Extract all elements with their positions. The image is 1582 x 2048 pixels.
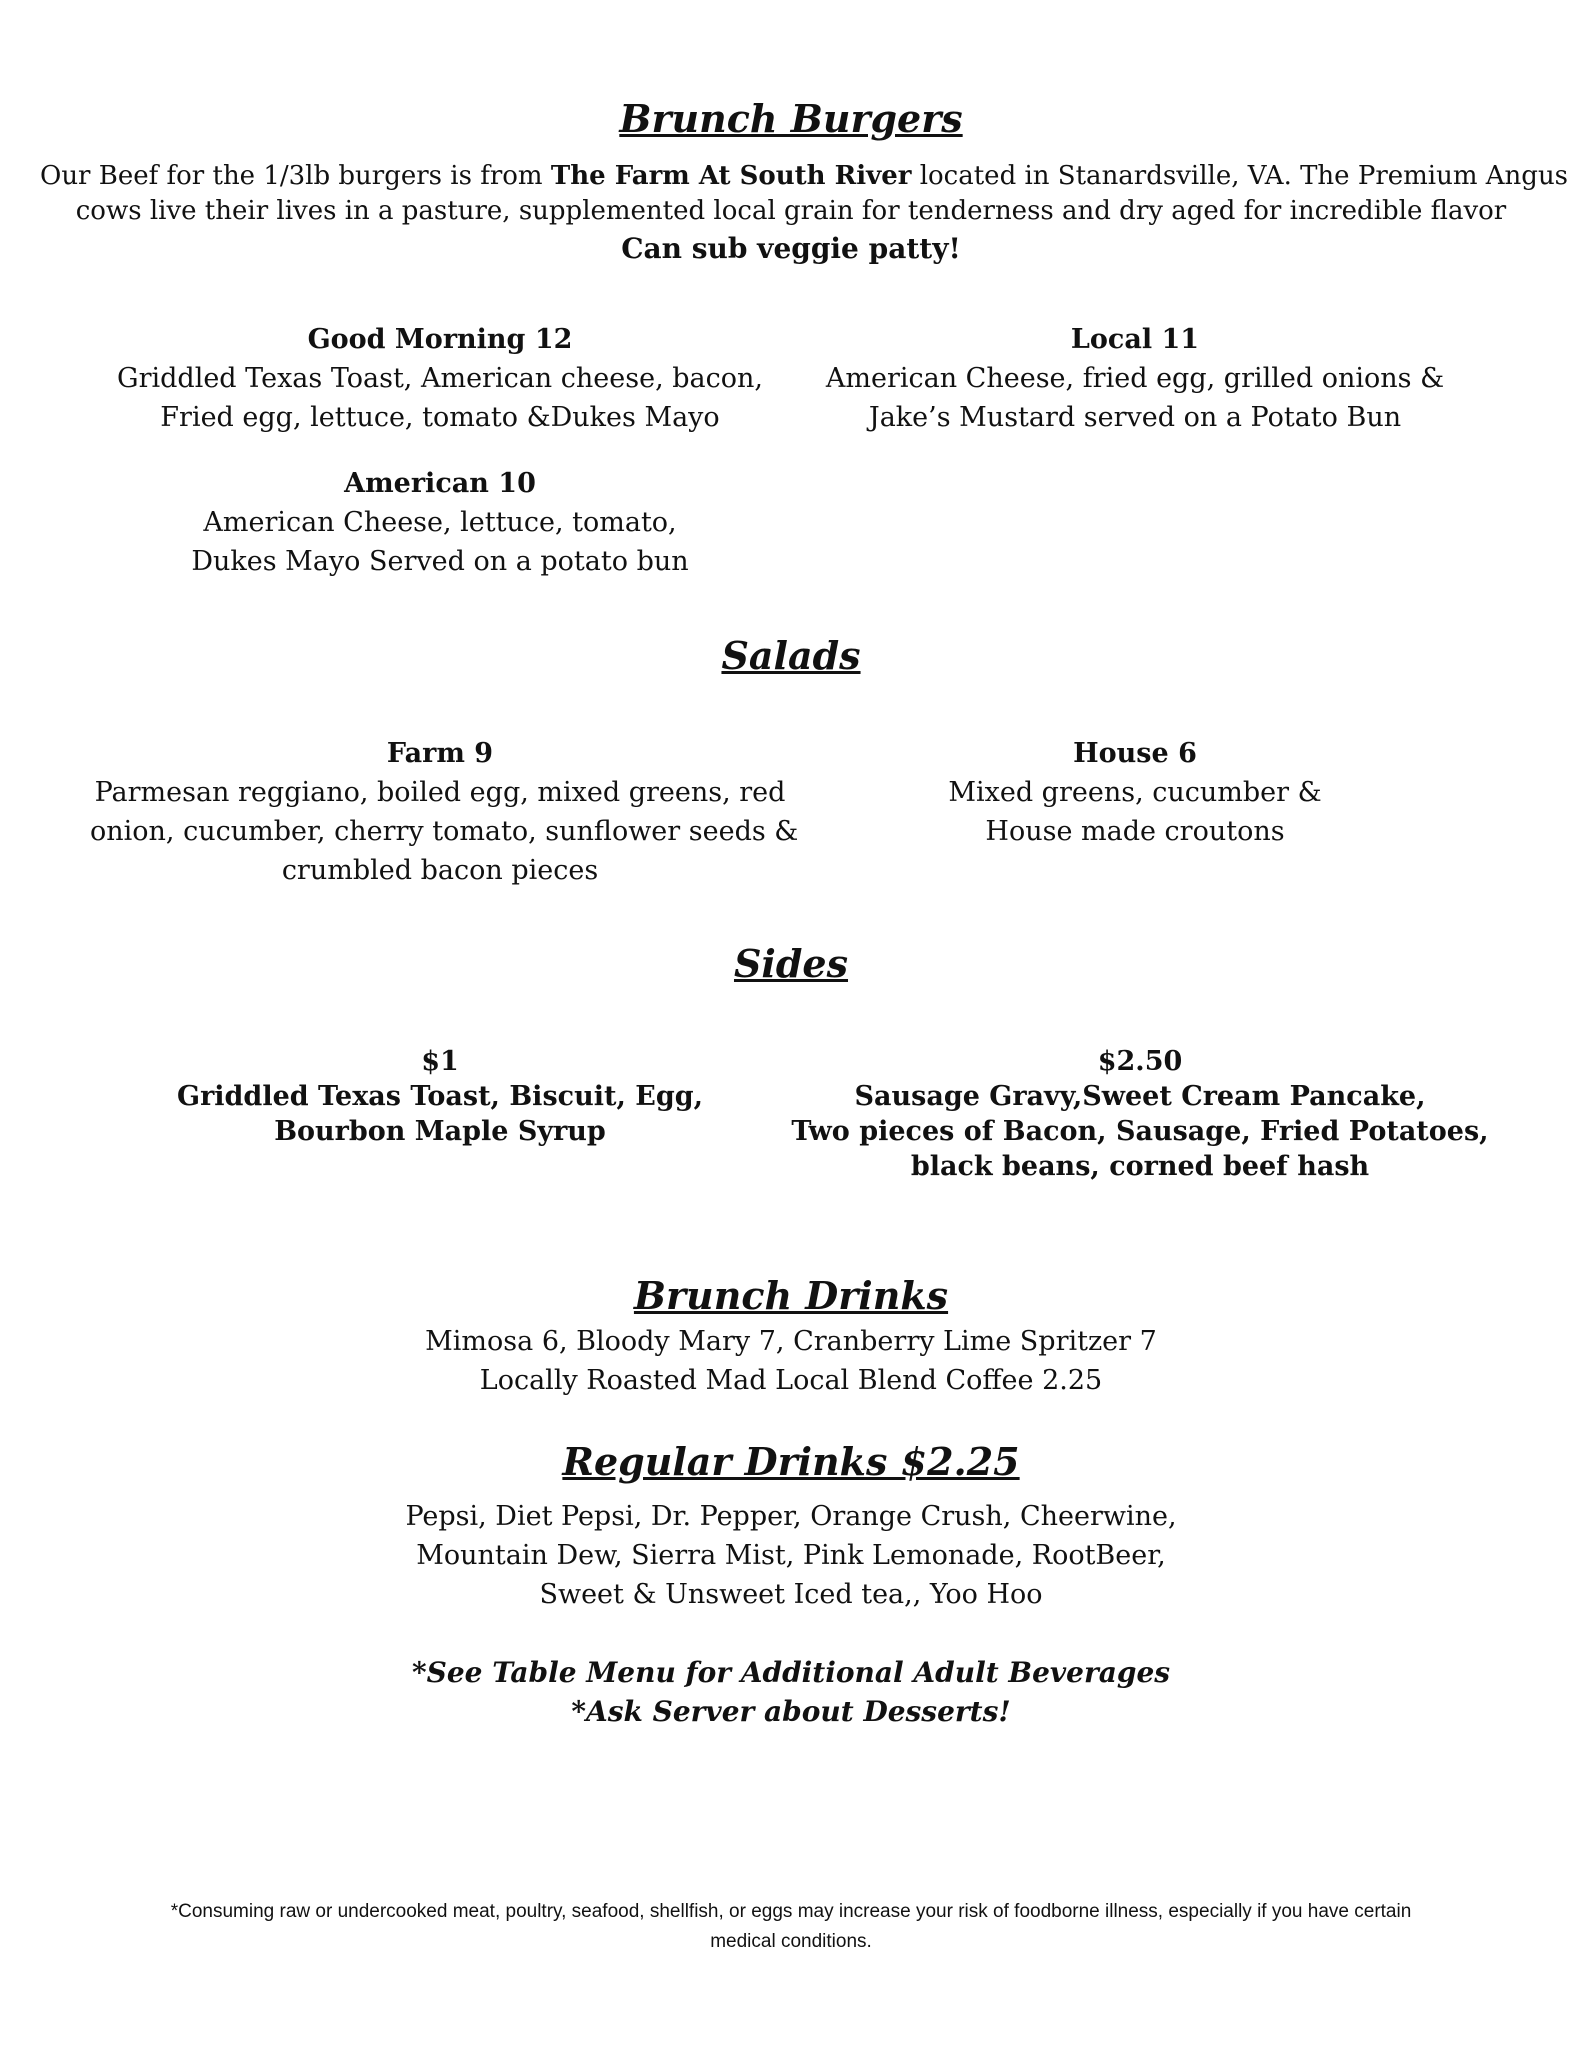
disclaimer-line: *Consuming raw or undercooked meat, poultry, seafood, shellfish, or eggs may increase your risk of foodborne illness, especially if you have certain (170, 1901, 1412, 1922)
burger-good-morning (100, 320, 780, 437)
item-desc-line: House made croutons (985, 816, 1285, 847)
notes (40, 1653, 1542, 1731)
brunch-drinks-heading: Brunch Drinks (633, 1273, 949, 1318)
intro-text-pre: Our Beef for the 1/3lb burgers is from (40, 161, 551, 191)
sides-price: $1 (421, 1046, 459, 1077)
note-line: *See Table Menu for Additional Adult Beverages (411, 1656, 1171, 1689)
item-desc-line: Mixed greens, cucumber & (948, 777, 1322, 808)
sides-250 (780, 1044, 1500, 1184)
burger-local (790, 320, 1480, 437)
item-name: Good Morning 12 (307, 324, 573, 355)
sides-heading: Sides (733, 941, 849, 986)
burger-american (100, 464, 780, 581)
sides-item-line: black beans, corned beef hash (910, 1151, 1370, 1182)
drinks-line: Mountain Dew, Sierra Mist, Pink Lemonade, RootBeer, (416, 1540, 1166, 1571)
salad-house (800, 734, 1470, 851)
drinks-line: Mimosa 6, Bloody Mary 7, Cranberry Lime Spritzer 7 (425, 1326, 1157, 1357)
item-desc-line: American Cheese, lettuce, tomato, (203, 507, 677, 538)
burgers-intro-line-1 (40, 159, 1569, 194)
salads-heading: Salads (721, 633, 861, 678)
regular-drinks-heading: Regular Drinks $2.25 (562, 1439, 1020, 1484)
item-desc-line: Parmesan reggiano, boiled egg, mixed greens, red (94, 777, 786, 808)
sides-item-line: Griddled Texas Toast, Biscuit, Egg, (177, 1081, 703, 1112)
burgers-intro (40, 159, 1569, 269)
item-desc-line: American Cheese, fried egg, grilled onions & (825, 363, 1445, 394)
food-safety-disclaimer (0, 1897, 1582, 1957)
item-desc-line: Jake’s Mustard served on a Potato Bun (868, 402, 1402, 433)
burgers-intro-line-2: cows live their lives in a pasture, supplemented local grain for tenderness and dry aged for incredible flavor (75, 196, 1507, 226)
item-name: American 10 (344, 468, 536, 499)
disclaimer-line: medical conditions. (710, 1931, 872, 1952)
item-desc-line: onion, cucumber, cherry tomato, sunflower seeds & (90, 816, 799, 847)
regular-drinks-list (40, 1497, 1542, 1614)
sides-item-line: Bourbon Maple Syrup (274, 1116, 606, 1147)
item-desc-line: Dukes Mayo Served on a potato bun (191, 546, 689, 577)
item-desc-line: Griddled Texas Toast, American cheese, bacon, (117, 363, 763, 394)
sides-1-dollar (100, 1044, 780, 1149)
item-name: Local 11 (1070, 324, 1200, 355)
brunch-drinks-list (40, 1322, 1542, 1400)
intro-text-post: located in Stanardsville, VA. The Premium Angus (911, 161, 1569, 191)
sides-item-line: Sausage Gravy,Sweet Cream Pancake, (854, 1081, 1426, 1112)
brunch-burgers-heading: Brunch Burgers (619, 96, 963, 141)
item-desc-line: crumbled bacon pieces (281, 855, 599, 886)
item-name: Farm 9 (386, 738, 494, 769)
drinks-line: Sweet & Unsweet Iced tea,, Yoo Hoo (539, 1579, 1043, 1610)
salad-farm (90, 734, 799, 890)
veggie-note: Can sub veggie patty! (621, 232, 961, 265)
item-desc-line: Fried egg, lettuce, tomato &Dukes Mayo (160, 402, 720, 433)
item-name: House 6 (1073, 738, 1197, 769)
note-line: *Ask Server about Desserts! (571, 1695, 1011, 1728)
farm-name: The Farm At South River (550, 161, 912, 191)
sides-item-line: Two pieces of Bacon, Sausage, Fried Potatoes, (791, 1116, 1489, 1147)
sides-price: $2.50 (1097, 1046, 1183, 1077)
drinks-line: Pepsi, Diet Pepsi, Dr. Pepper, Orange Crush, Cheerwine, (405, 1501, 1177, 1532)
drinks-line: Locally Roasted Mad Local Blend Coffee 2.25 (479, 1365, 1103, 1396)
